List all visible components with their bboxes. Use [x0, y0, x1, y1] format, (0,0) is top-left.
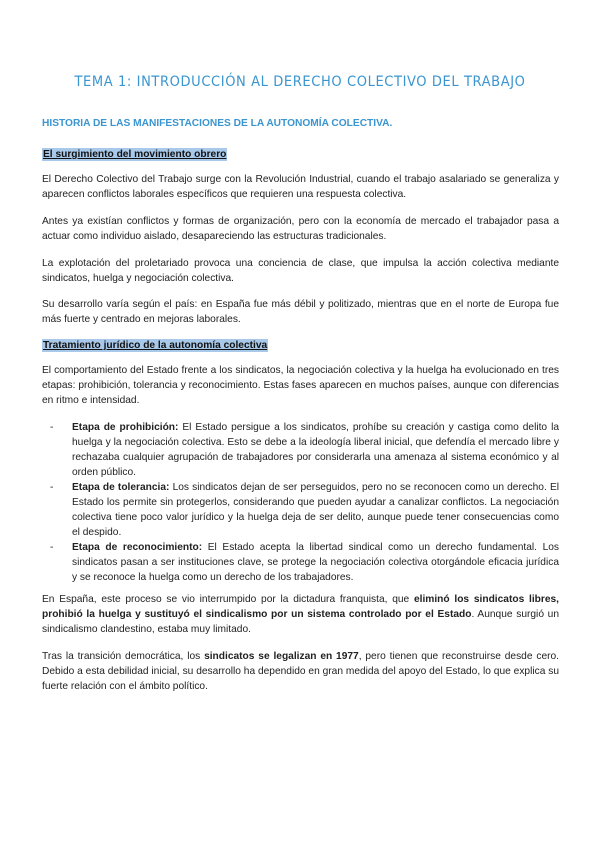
p6-text-c: . Aunque surgió un sindicalismo clandestino, estaba muy limitado.	[42, 609, 559, 635]
paragraph-6	[42, 592, 559, 637]
section-title: HISTORIA DE LAS MANIFESTACIONES DE LA AUTONOMÍA COLECTIVA.	[42, 118, 393, 129]
p6-bold: eliminó los sindicatos libres, prohibió la huelga y sustituyó el sindicalismo por un sistema controlado por el Estado	[42, 594, 559, 620]
stages-list	[42, 420, 559, 585]
paragraph-4: Su desarrollo varía según el país: en España fue más débil y politizado, mientras que en el norte de Europa fue más fuerte y centrado en mejoras laborales.	[42, 299, 559, 325]
subheading-movimiento-obrero: El surgimiento del movimiento obrero	[43, 149, 227, 160]
stage-label: Etapa de reconocimiento:	[72, 542, 203, 553]
stage-text: Los sindicatos dejan de ser perseguidos, pero no se reconocen como un derecho. El Estado los permite sin protegerlos, considerando que pueden ayudar a canalizar conflictos. La negociación colectiva tiene poco valor jurídico y la huelga deja de ser delito, aunque puede tener consecuencias como el despido.	[72, 482, 559, 538]
paragraph-7	[42, 649, 559, 694]
p7-bold: sindicatos se legalizan en 1977	[204, 651, 359, 662]
p6-text-a: En España, este proceso se vio interrumpido por la dictadura franquista, que	[42, 594, 414, 605]
document-title: TEMA 1: INTRODUCCIÓN AL DERECHO COLECTIVO DEL TRABAJO	[74, 74, 526, 90]
stage-item-reconocimiento	[42, 540, 559, 585]
stage-item-prohibicion	[42, 420, 559, 480]
stage-text: El Estado persigue a los sindicatos, prohíbe su creación y castiga como delito la huelga y la negociación colectiva. Esto se debe a la ideología liberal inicial, que defendía el mercado libre y rechazaba cualquier agrupación de trabajadores por considerarla una amenaza al sistema económico y al orden público.	[72, 422, 559, 478]
paragraph-1: El Derecho Colectivo del Trabajo surge con la Revolución Industrial, cuando el trabajo asalariado se generaliza y aparecen conflictos laborales específicos que requieren una respuesta colectiva.	[42, 174, 559, 200]
subheading-tratamiento-juridico: Tratamiento jurídico de la autonomía colectiva	[43, 340, 268, 351]
p7-text-c: , pero tienen que reconstruirse desde cero. Debido a esta debilidad inicial, su desarrollo ha dependido en gran medida del apoyo del Estado, lo que explica su fuerte relación con el ámbito político.	[42, 651, 560, 692]
stage-label: Etapa de tolerancia:	[72, 482, 170, 493]
p7-text-a: Tras la transición democrática, los	[42, 651, 205, 662]
bullet-dash: -	[50, 422, 54, 433]
bullet-dash: -	[50, 542, 54, 553]
bullet-dash: -	[50, 482, 54, 493]
paragraph-2: Antes ya existían conflictos y formas de organización, pero con la economía de mercado el trabajador pasa a actuar como individuo aislado, desapareciendo las estructuras tradicionales.	[42, 216, 559, 242]
paragraph-3: La explotación del proletariado provoca una conciencia de clase, que impulsa la acción colectiva mediante sindicatos, huelga y negociación colectiva.	[42, 258, 559, 284]
stage-label: Etapa de prohibición:	[72, 422, 179, 433]
stage-text: El Estado acepta la libertad sindical como un derecho fundamental. Los sindicatos pasan a ser instituciones clave, se protege la negociación colectiva otorgándole eficacia jurídica y se reconoce la huelga como un derecho de los trabajadores.	[72, 542, 559, 583]
paragraph-5: El comportamiento del Estado frente a los sindicatos, la negociación colectiva y la huelga ha evolucionado en tres etapas: prohibición, tolerancia y reconocimiento. Estas fases aparecen en muchos países, aunque con diferencias en ritmo e intensidad.	[42, 365, 559, 406]
stage-item-tolerancia	[42, 480, 559, 540]
